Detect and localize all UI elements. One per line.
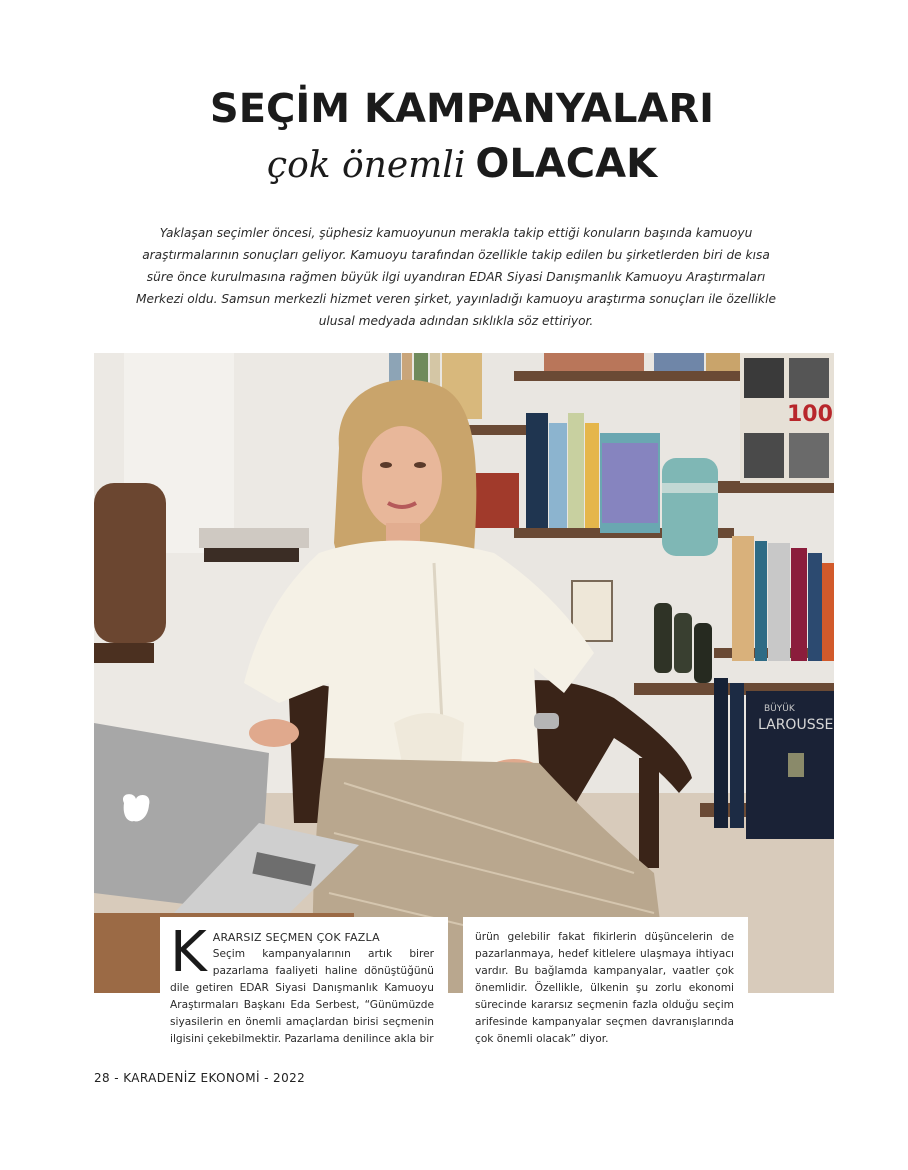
- book-title-100: 100: [787, 402, 833, 427]
- headline-line-1: SEÇİM KAMPANYALARI: [209, 86, 715, 132]
- headline-bold-text: OLACAK: [475, 141, 658, 187]
- shelf: [514, 371, 744, 381]
- headline-script-text: çok önemli: [266, 145, 466, 186]
- book-label-larousse: LAROUSSE: [758, 717, 834, 733]
- headline-line-2: [0, 141, 908, 187]
- drop-cap: K: [170, 920, 207, 985]
- article-column-right: [463, 917, 748, 1057]
- article-column-left: [160, 917, 448, 1057]
- vase: [662, 458, 718, 556]
- intro-paragraph: Yaklaşan seçimler öncesi, şüphesiz kamuoyunun merakla takip ettiği konuların başında kamuoyu araştırmalarının sonuçları geliyor. Kamuoyu tarafından özellikle takip edilen bu şirketlerden biri de kısa süre önce kurulmasına rağmen büyük ilgi uyandıran EDAR Siyasi Danışmanlık Kamuoyu Araştırmaları Merkezi oldu. Samsun merkezli hizmet veren şirket, yayınladığı kamuoyu araştırma sonuçları ile özellikle ulusal medyada adından sıklıkla söz ettiriyor.: [136, 226, 776, 328]
- page-footer: 28 - KARADENİZ EKONOMİ - 2022: [94, 1071, 306, 1085]
- article-text-left: Seçim kampanyalarının artık birer pazarlama faaliyeti haline dönüştüğünü dile getiren EDAR Siyasi Danışmanlık Kamuoyu Araştırmaları Başkanı Eda Serbest, “Günümüzde siyasilerin en önemli amaçlardan birisi seçmenin ilgisini çekebilmektir. Pazarlama denilince akla bir: [170, 948, 434, 1045]
- portrait-photo: [94, 353, 834, 993]
- section-subhead: ARARSIZ SEÇMEN ÇOK FAZLA: [212, 931, 380, 944]
- armchair-shape: [94, 483, 166, 643]
- watch: [534, 713, 559, 729]
- article-text-right: ürün gelebilir fakat fikirlerin düşüncelerin de pazarlanmaya, hedef kitlelere ulaşmaya ihtiyacı vardır. Bu bağlamda kampanyalar, vaatler çok önemlidir. Özellikle, ülkenin şu zorlu ekonomi sürecinde kararsız seçmenin fazla olduğu seçim arifesinde kampanyalar seçmen davranışlarında çok önemli olacak” diyor.: [475, 931, 734, 1045]
- book-label-buyuk: BÜYÜK: [764, 704, 795, 714]
